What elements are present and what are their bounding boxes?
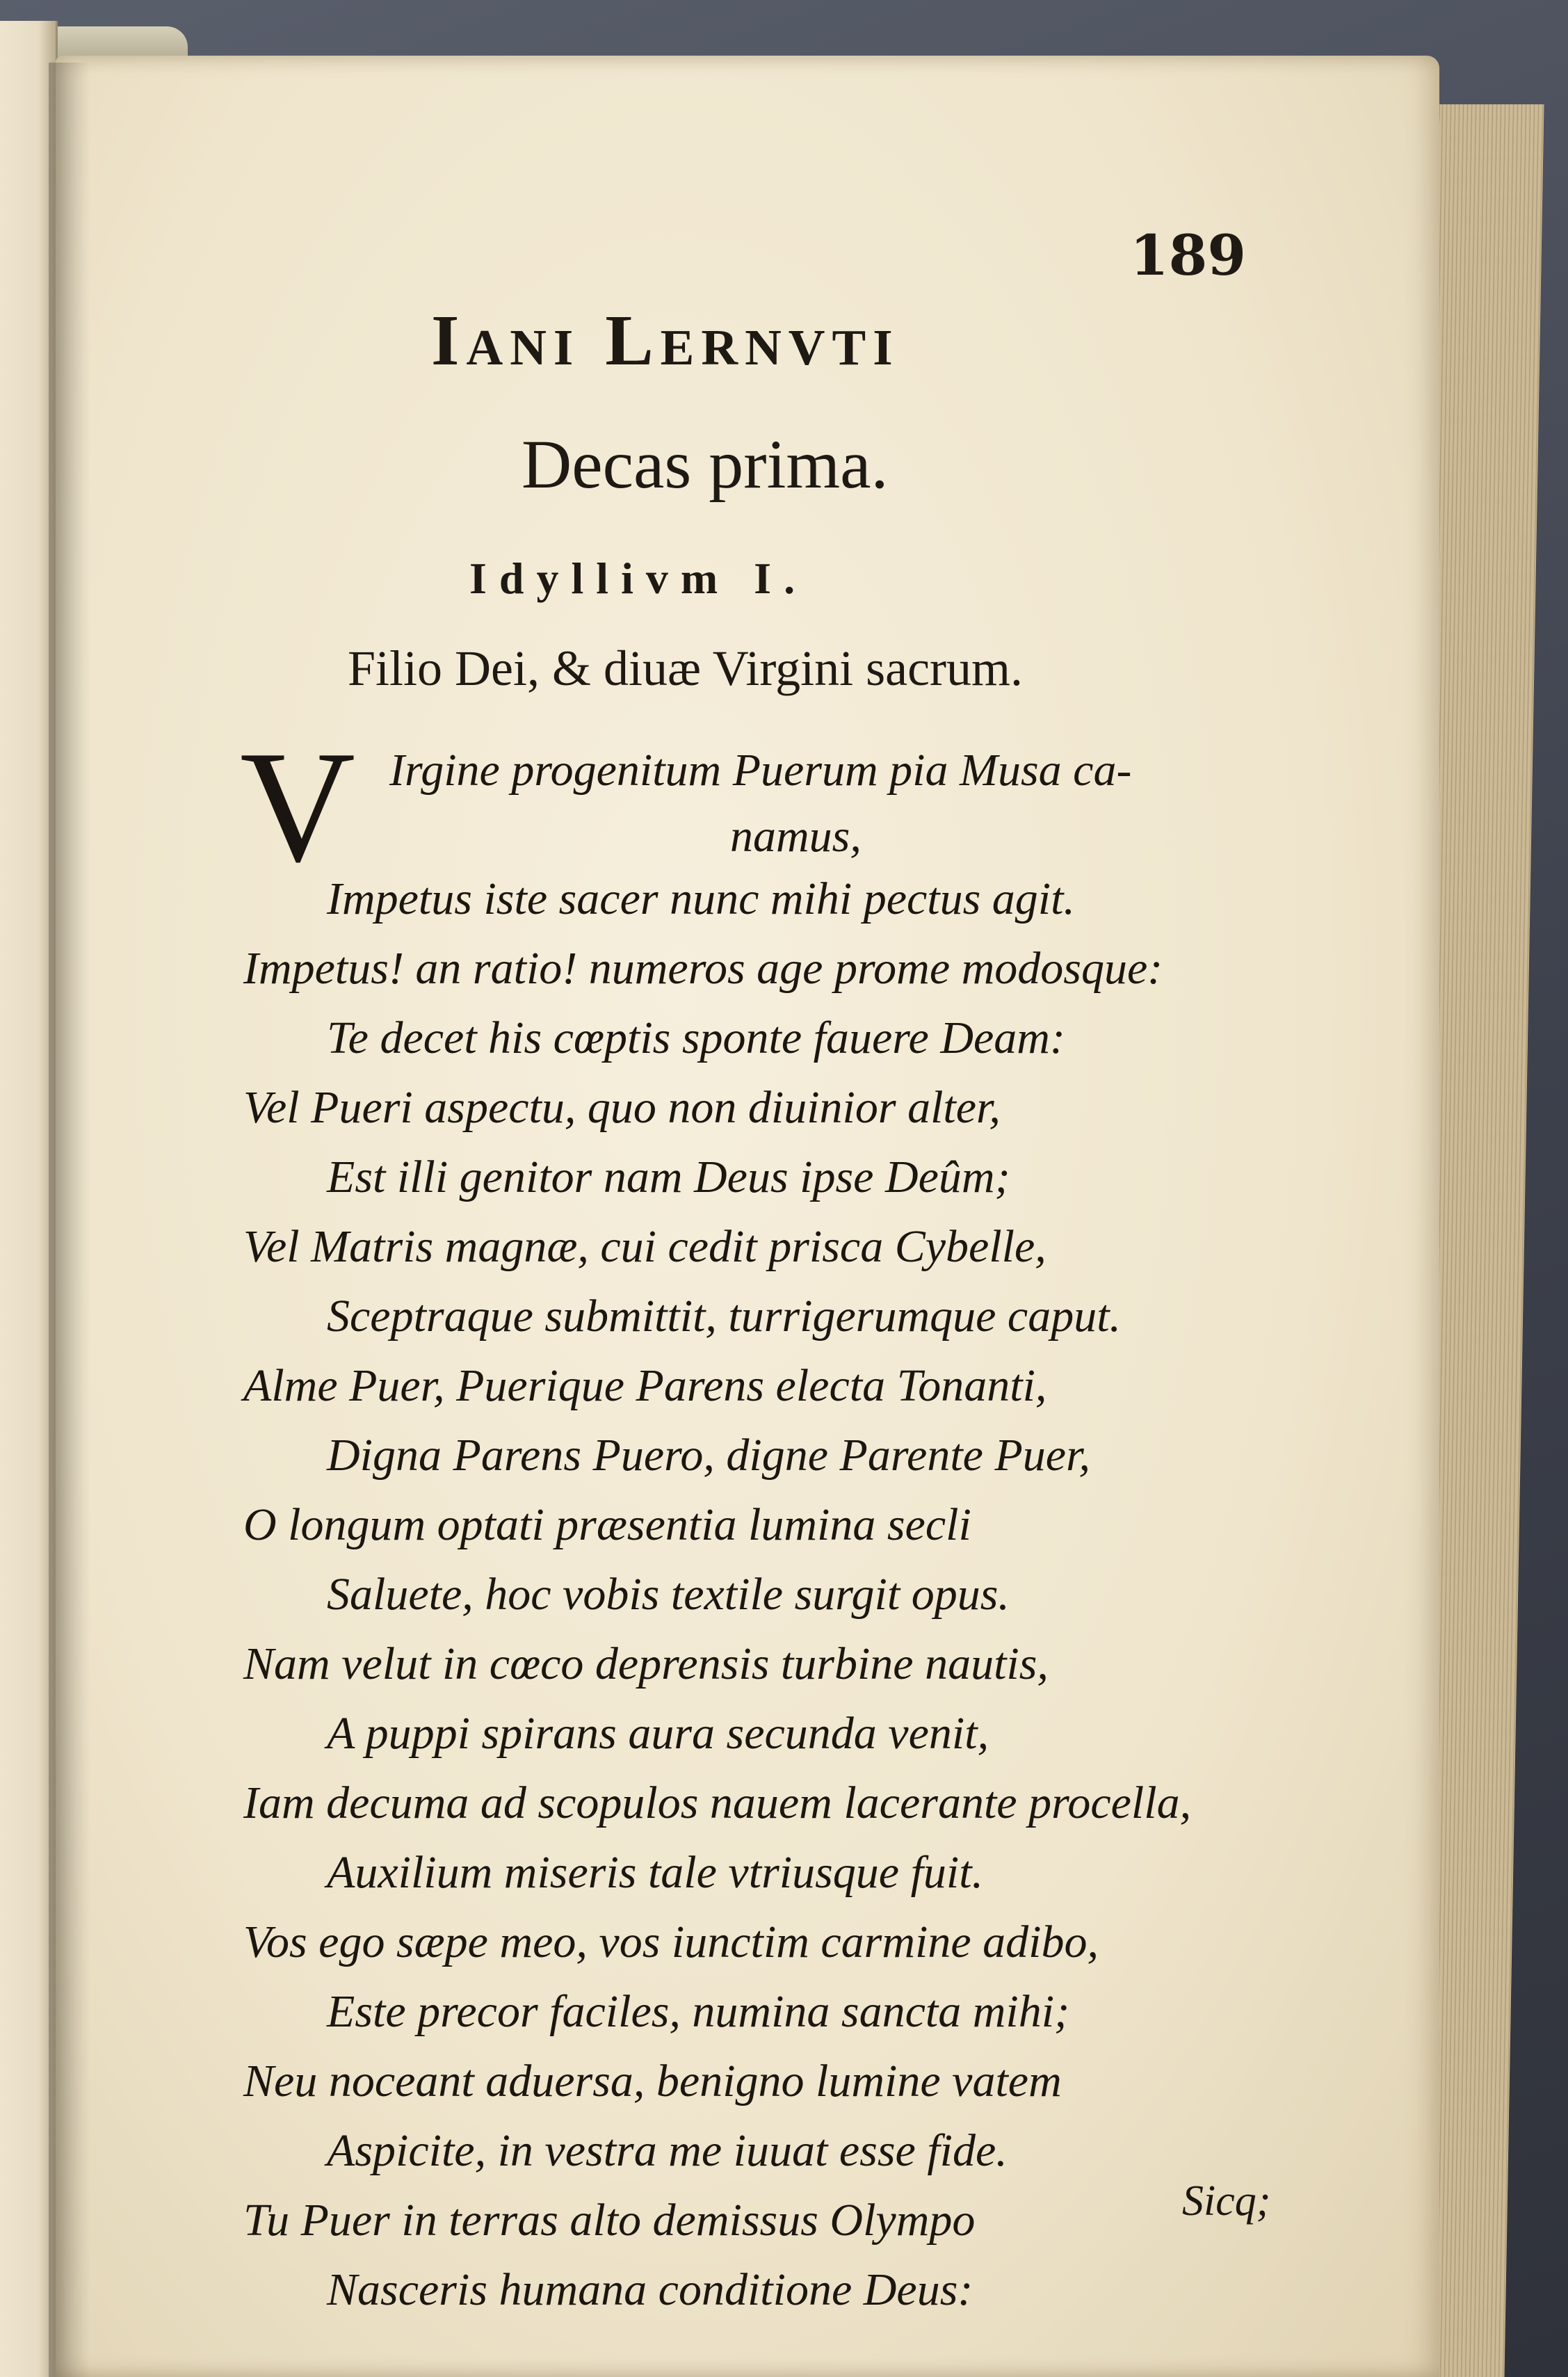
poem-line: O longum optati præsentia lumina secli (243, 1499, 971, 1550)
poem-line: Iam decuma ad scopulos nauem lacerante procella, (243, 1778, 1192, 1828)
poem-line: Auxilium miseris tale vtriusque fuit. (327, 1847, 984, 1898)
poem-line: Est illi genitor nam Deus ipse Deûm; (327, 1152, 1010, 1202)
poem-line: A puppi spirans aura secunda venit, (327, 1708, 989, 1759)
poem-line: Impetus! an ratio! numeros age prome modosque: (243, 943, 1163, 994)
poem-line: Este precor faciles, numina sancta mihi; (327, 1986, 1070, 2037)
poem-line: Tu Puer in terras alto demissus Olympo (243, 2195, 976, 2246)
drop-cap-initial: V (240, 718, 356, 895)
poem-line: namus, (730, 811, 862, 862)
spine-shadow (49, 63, 90, 2377)
poem-line: Saluete, hoc vobis textile surgit opus. (327, 1569, 1010, 1620)
poem-line: Vos ego sæpe meo, vos iunctim carmine adibo, (243, 1917, 1099, 1967)
poem-line: Impetus iste sacer nunc mihi pectus agit. (327, 873, 1075, 924)
section-title: Decas prima. (522, 426, 889, 503)
poem-line: Vel Matris magnæ, cui cedit prisca Cybelle, (243, 1221, 1046, 1272)
book-page (56, 56, 1439, 2377)
catchword: Sicq; (1182, 2177, 1271, 2225)
poem-line: Nasceris humana conditione Deus: (327, 2264, 973, 2315)
poem-line: Neu noceant aduersa, benigno lumine vatem (243, 2056, 1062, 2106)
dedication-line: Filio Dei, & diuæ Virgini sacrum. (348, 640, 1024, 696)
poem-line: Sceptraque submittit, turrigerumque caput. (327, 1291, 1122, 1341)
poem-line: Digna Parens Puero, digne Parente Puer, (327, 1430, 1090, 1481)
idyll-title: Idyllivm I. (469, 554, 808, 603)
poem-line: Vel Pueri aspectu, quo non diuinior alter, (243, 1082, 1001, 1133)
poem-line: Aspicite, in vestra me iuuat esse fide. (327, 2125, 1008, 2176)
poem-line: Irgine progenitum Puerum pia Musa ca- (389, 745, 1132, 796)
page-number: 189 (1130, 223, 1246, 288)
poem-line: Alme Puer, Puerique Parens electa Tonanti, (243, 1360, 1047, 1411)
poem-line: Te decet his cœptis sponte fauere Deam: (327, 1013, 1065, 1063)
running-title: Iani Lernvti (431, 300, 900, 380)
poem-line: Nam velut in cœco deprensis turbine nautis, (243, 1638, 1049, 1689)
